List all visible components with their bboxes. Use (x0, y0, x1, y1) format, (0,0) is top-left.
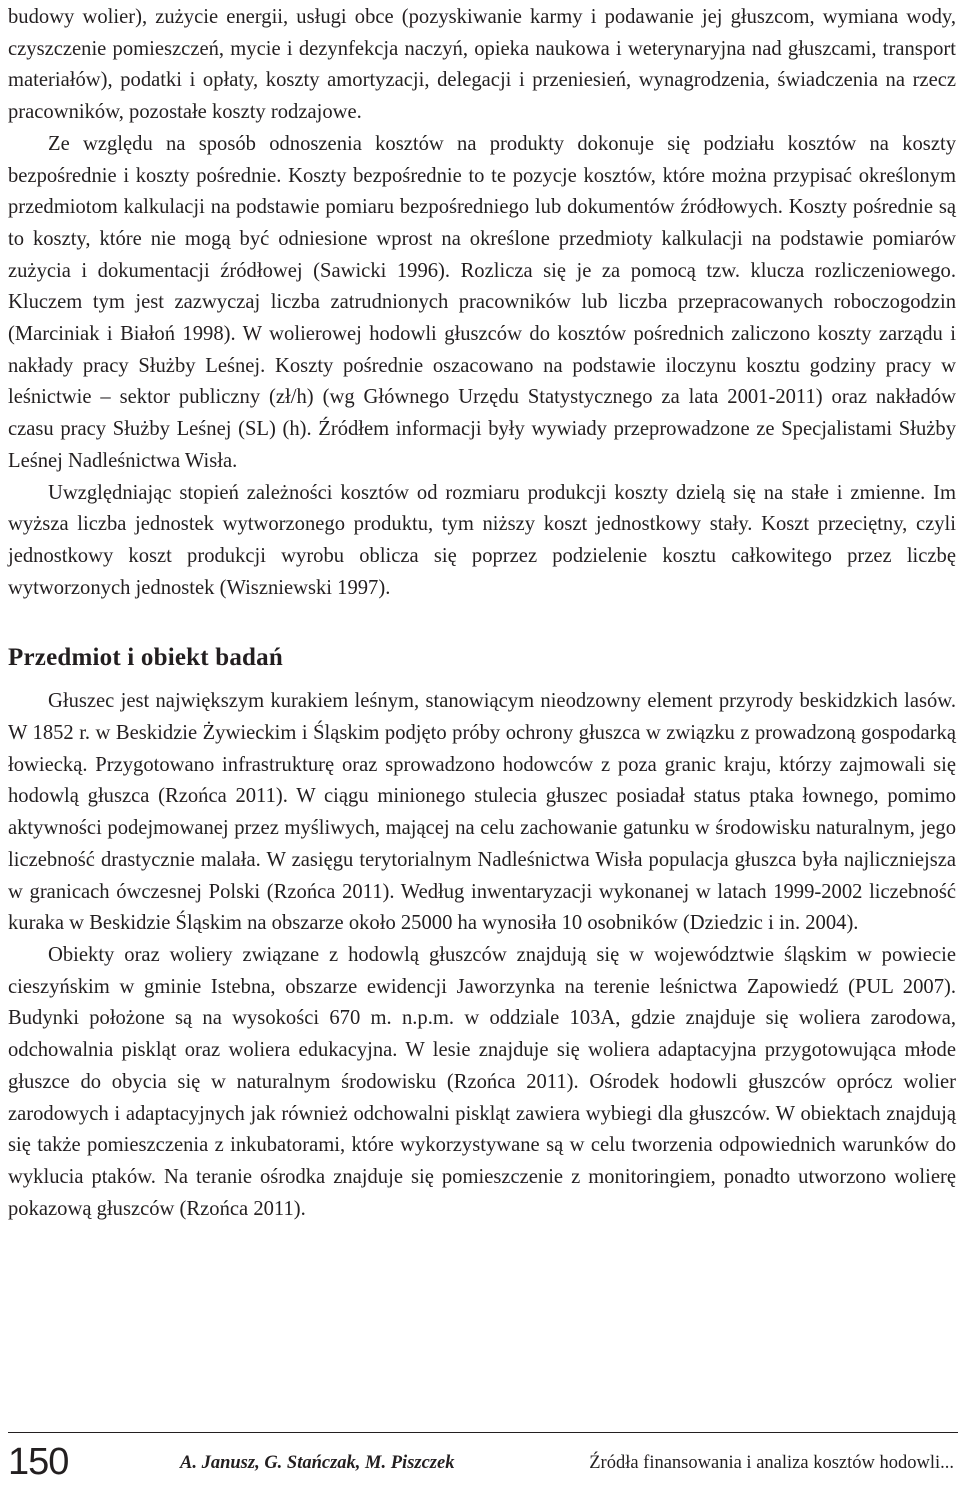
section-heading: Przedmiot i obiekt badań (8, 644, 283, 672)
page-body (8, 2, 956, 1225)
paragraph-direct-indirect-costs: Ze względu na sposób odnoszenia kosztów na produkty dokonuje się podziału kosztów na koszty bezpośrednie i koszty pośrednie. Koszty bezpośrednie to te pozycje kosztów, które można przypisać określonym przedmiotom kalkulacji na podstawie pomiaru bezpośredniego lub dokumentów źródłowych. Koszty pośrednie są to koszty, które nie mogą być odniesione wprost na określone przedmioty kalkulacji na podstawie pomiarów zużycia i dokumentacji źródłowej (Sawicki 1996). Rozlicza się je za pomocą tzw. klucza rozliczeniowego. Kluczem tym jest zazwyczaj liczba zatrudnionych pracowników lub liczba przepracowanych roboczogodzin (Marciniak i Białoń 1998). W wolierowej hodowli głuszców do kosztów pośrednich zaliczono koszty zarządu i nakłady pracy Służby Leśnej. Koszty pośrednie oszacowano na podstawie iloczynu kosztu godziny pracy w leśnictwie – sektor publiczny (zł/h) (wg Głównego Urzędu Statystycznego za lata 2001-2011) oraz nakładów czasu pracy Służby Leśnej (SL) (h). Źródłem informacji były wywiady przeprowadzone ze Specjalistami Służby Leśnej Nadleśnictwa Wisła. (8, 132, 956, 472)
running-header-authors: A. Janusz, G. Stańczak, M. Piszczek (180, 1453, 455, 1473)
paragraph-fixed-variable-costs: Uwzględniając stopień zależności kosztów od rozmiaru produkcji koszty dzielą się na stałe i zmienne. Im wyższa liczba jednostek wytworzonego produktu, tym niższy koszt jednostkowy stały. Koszt przeciętny, czyli jednostkowy koszt produkcji wyrobu oblicza się poprzez podzielenie kosztu całkowitego przez liczbę wytworzonych jednostek (Wiszniewski 1997). (8, 481, 956, 599)
paragraph-capercaillie-history: Głuszec jest największym kurakiem leśnym, stanowiącym nieodzowny element przyrody beskidzkich lasów. W 1852 r. w Beskidzie Żywieckim i Śląskim podjęto próby ochrony głuszca w związku z prowadzoną gospodarką łowiecką. Przygotowano infrastrukturę oraz sprowadzono hodowców z poza granic kraju, którzy zajmowali się hodowlą głuszca (Rzońca 2011). W ciągu minionego stulecia głuszec posiadał status ptaka łownego, pomimo aktywności podejmowanej przez myśliwych, mającej na celu zachowanie gatunku w środowisku naturalnym, jego liczebność drastycznie malała. W zasięgu terytorialnym Nadleśnictwa Wisła populacja głuszca była najliczniejsza w granicach ówczesnej Polski (Rzońca 2011). Według inwentaryzacji wykonanej w latach 1999-2002 liczebność kuraka w Beskidzie Śląskim na obszarze około 25000 ha wynosiła 10 osobników (Dziedzic i in. 2004). (8, 690, 956, 935)
paragraph-costs-continued: budowy wolier), zużycie energii, usługi obce (pozyskiwanie karmy i podawanie jej głuszcom, wymiana wody, czyszczenie pomieszczeń, mycie i dezynfekcja naczyń, opieka naukowa i weterynaryjna nad głuszcami, transport materiałów), podatki i opłaty, koszty amortyzacji, delegacji i przeniesień, wynagrodzenia, świadczenia na rzecz pracowników, pozostałe koszty rodzajowe. (8, 6, 956, 124)
running-header-title: Źródła finansowania i analiza kosztów hodowli... (589, 1453, 954, 1473)
footer-divider (8, 1432, 958, 1433)
page-number: 150 (8, 1441, 69, 1483)
paragraph-breeding-facilities: Obiekty oraz woliery związane z hodowlą głuszców znajdują się w województwie śląskim w powiecie cieszyńskim w gminie Istebna, obszarze ewidencji Jaworzynka na terenie leśnictwa Zapowiedź (PUL 2007). Budynki położone są na wysokości 670 m. n.p.m. w oddziale 103A, gdzie znajduje się woliera zarodowa, odchowalnia piskląt oraz woliera edukacyjna. W lesie znajduje się woliera adaptacyjna przygotowująca młode głuszce do obycia się w naturalnym środowisku (Rzońca 2011). Ośrodek hodowli głuszców oprócz wolier zarodowych i adaptacyjnych jak również odchowalni piskląt zawiera wybiegi dla głuszców. W obiektach znajdują się także pomieszczenia z inkubatorami, które wykorzystywane są w celu tworzenia odpowiednich warunków do wyklucia ptaków. Na teranie ośrodka znajduje się pomieszczenie z monitoringiem, ponadto utworzono wolierę pokazową głuszców (Rzońca 2011). (8, 943, 956, 1220)
